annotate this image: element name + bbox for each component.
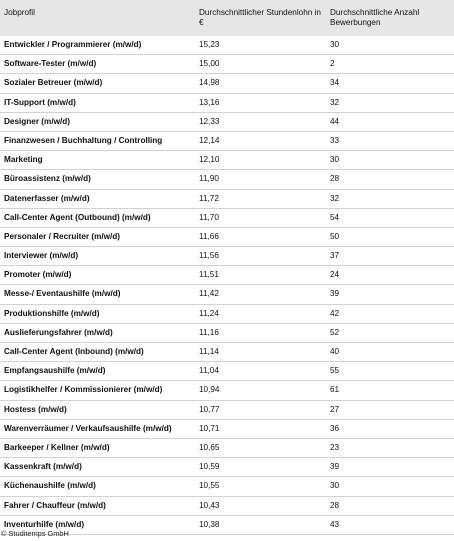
job-cell: Küchenaushilfe (m/w/d) [4,481,96,491]
job-cell: Kassenkraft (m/w/d) [4,462,82,472]
job-cell: Barkeeper / Kellner (m/w/d) [4,442,110,452]
table-row [0,190,454,209]
wage-cell: 11,51 [199,270,219,280]
applications-cell: 55 [330,366,340,376]
job-cell: Büroassistenz (m/w/d) [4,174,91,184]
applications-cell: 39 [330,289,340,299]
wage-cell: 11,56 [199,251,219,261]
job-cell: Promoter (m/w/d) [4,270,72,280]
table-row [0,209,454,228]
wage-cell: 11,66 [199,231,219,241]
job-cell: Produktionshilfe (m/w/d) [4,308,100,318]
column-header-applications: Durchschnittliche Anzahl Bewerbungen [330,8,420,27]
table-row [0,401,454,420]
job-cell: Inventurhilfe (m/w/d) [4,519,85,529]
job-cell: Call-Center Agent (Inbound) (m/w/d) [4,347,144,356]
table-row [0,74,454,93]
applications-cell: 2 [330,59,335,69]
job-cell: Datenerfasser (m/w/d) [4,193,90,203]
job-cell: Messe-/ Eventaushilfe (m/w/d) [4,289,121,299]
job-cell: Call-Center Agent (Outbound) (m/w/d) [4,212,151,222]
table-row [0,151,454,170]
applications-cell: 30 [330,40,340,49]
applications-cell: 32 [330,193,340,203]
table-row [0,458,454,477]
table-row [0,36,454,55]
wage-cell: 15,23 [199,40,220,49]
table-body [0,36,454,535]
wage-cell: 10,55 [199,481,220,491]
applications-cell: 44 [330,116,340,126]
job-cell: Marketing [4,155,43,165]
table-row [0,362,454,381]
applications-cell: 54 [330,212,340,222]
table-row [0,420,454,439]
table-row [0,497,454,516]
wage-cell: 11,16 [199,327,219,337]
applications-cell: 33 [330,135,340,145]
applications-cell: 28 [330,174,340,184]
job-cell: Logistikhelfer / Kommissionierer (m/w/d) [4,385,163,395]
column-header-job: Jobprofil [4,8,35,17]
wage-cell: 11,70 [199,212,219,222]
job-cell: Interviewer (m/w/d) [4,251,79,261]
wage-cell: 12,10 [199,155,220,165]
table-row [0,305,454,324]
applications-cell: 43 [330,519,340,529]
wage-cell: 12,33 [199,116,220,126]
applications-cell: 61 [330,385,340,395]
applications-cell: 34 [330,78,340,88]
table-row [0,132,454,151]
table-row [0,477,454,496]
wage-cell: 10,71 [199,423,220,433]
job-cell: Entwickler / Programmierer (m/w/d) [4,40,142,49]
wage-cell: 11,90 [199,174,219,184]
job-cell: IT-Support (m/w/d) [4,97,76,107]
table-row [0,266,454,285]
wage-cell: 14,98 [199,78,220,88]
job-cell: Hostess (m/w/d) [4,404,67,414]
applications-cell: 36 [330,423,340,433]
table-row [0,55,454,74]
table-row [0,113,454,132]
table-row [0,439,454,458]
applications-cell: 30 [330,155,340,165]
copyright-credit: © Studitemps GmbH [1,529,69,538]
table-row [0,285,454,304]
applications-cell: 42 [330,308,340,318]
table-row [0,343,454,362]
job-cell: Fahrer / Chauffeur (m/w/d) [4,500,106,510]
table-row [0,381,454,400]
wage-cell: 10,38 [199,519,220,529]
wage-cell: 11,14 [199,347,219,356]
applications-cell: 39 [330,462,340,472]
wage-cell: 11,72 [199,193,219,203]
job-cell: Software-Tester (m/w/d) [4,59,97,69]
applications-cell: 32 [330,97,340,107]
applications-cell: 23 [330,442,340,452]
wage-cell: 10,59 [199,462,220,472]
wage-cell: 10,94 [199,385,220,395]
applications-cell: 37 [330,251,340,261]
applications-cell: 28 [330,500,340,510]
table-row [0,324,454,343]
wage-cell: 12,14 [199,135,220,145]
wage-cell: 15,00 [199,59,220,69]
applications-cell: 30 [330,481,340,491]
wage-cell: 11,24 [199,308,219,318]
job-cell: Empfangsaushilfe (m/w/d) [4,366,106,376]
table-row [0,170,454,189]
job-cell: Personaler / Recruiter (m/w/d) [4,231,121,241]
wage-cell: 11,04 [199,366,219,376]
job-cell: Designer (m/w/d) [4,116,70,126]
wage-cell: 13,16 [199,97,220,107]
job-cell: Sozialer Betreuer (m/w/d) [4,78,103,88]
wage-cell: 10,43 [199,500,220,510]
applications-cell: 27 [330,404,340,414]
applications-cell: 50 [330,231,340,241]
column-header-wage: Durchschnittlicher Stundenlohn in € [199,8,321,27]
table-row [0,247,454,266]
applications-cell: 52 [330,327,340,337]
job-cell: Finanzwesen / Buchhaltung / Controlling [4,135,163,145]
job-cell: Warenverräumer / Verkaufsaushilfe (m/w/d) [4,423,172,433]
applications-cell: 24 [330,270,340,280]
table-row [0,228,454,247]
job-cell: Auslieferungsfahrer (m/w/d) [4,327,113,337]
wage-cell: 10,77 [199,404,220,414]
applications-cell: 40 [330,347,340,356]
table-row [0,94,454,113]
wage-cell: 11,42 [199,289,219,299]
wage-cell: 10,65 [199,442,220,452]
